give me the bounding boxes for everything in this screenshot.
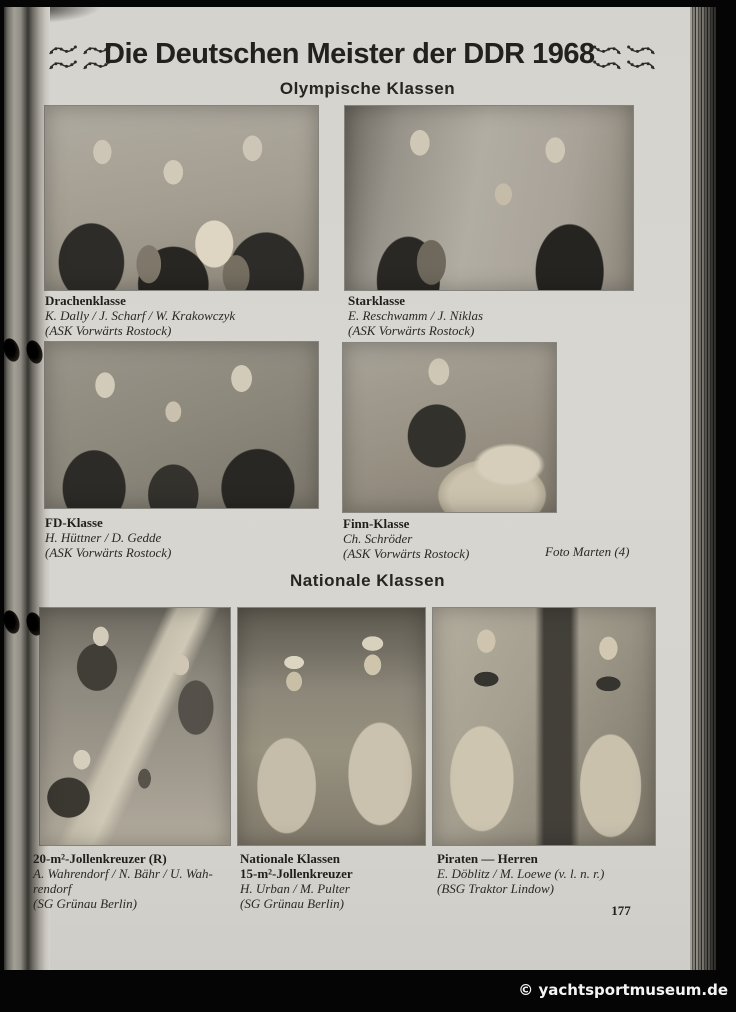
club-name: (ASK Vorwärts Rostock) [45,545,172,560]
floral-sprig-icon [626,44,656,57]
section-heading-olympic: Olympische Klassen [279,79,456,98]
floral-sprig-icon [48,44,78,57]
caption-piraten-herren [437,851,662,896]
photo-fd-klasse [45,342,318,508]
photo-15m-jollenkreuzer [238,608,425,845]
caption-drachenklasse [45,293,337,338]
caption-15m-jollenkreuzer [240,851,430,911]
class-name: Piraten — Herren [437,851,538,866]
section-label: Nationale Klassen [240,851,341,866]
floral-sprig-icon [592,59,622,72]
page-number: 177 [611,903,631,918]
crew-names-continued: rendorf [33,881,72,896]
floral-ornament-left [48,44,112,72]
page-stack-edge [690,7,716,970]
class-name: Finn-Klasse [343,516,410,531]
photo-starklasse [345,106,633,290]
caption-starklasse [348,293,640,338]
watermark: © yachtsportmuseum.de [518,981,728,999]
club-name: (BSG Traktor Lindow) [437,881,555,896]
club-name: (ASK Vorwärts Rostock) [45,323,172,338]
class-name: 15-m²-Jollenkreuzer [240,866,353,881]
class-name: Drachenklasse [45,293,126,308]
crew-names: A. Wahrendorf / N. Bähr / U. Wah- [33,866,213,881]
photo-credit: Foto Marten (4) [545,544,630,559]
floral-sprig-icon [592,44,622,57]
photo-drachenklasse [45,106,318,290]
photo-finn-klasse [343,343,556,512]
caption-20m-jollenkreuzer [33,851,233,911]
caption-finn-klasse [343,516,543,561]
club-name: (SG Grünau Berlin) [240,896,344,911]
class-name: FD-Klasse [45,515,103,530]
crew-names: H. Urban / M. Pulter [240,881,350,896]
crew-names: Ch. Schröder [343,531,413,546]
caption-fd-klasse [45,515,337,560]
photo-20m-jollenkreuzer [40,608,230,845]
crew-names: H. Hüttner / D. Gedde [45,530,162,545]
club-name: (ASK Vorwärts Rostock) [348,323,475,338]
class-name: 20-m²-Jollenkreuzer (R) [33,851,167,866]
class-name: Starklasse [348,293,406,308]
photo-piraten-herren [433,608,655,845]
section-heading-national: Nationale Klassen [290,571,445,590]
floral-ornament-right [592,44,656,72]
floral-sprig-icon [626,59,656,72]
crew-names: E. Reschwamm / J. Niklas [348,308,484,323]
club-name: (ASK Vorwärts Rostock) [343,546,470,561]
crew-names: K. Dally / J. Scharf / W. Krakowczyk [45,308,236,323]
club-name: (SG Grünau Berlin) [33,896,137,911]
page-title: Die Deutschen Meister der DDR 1968 [104,38,595,70]
floral-sprig-icon [48,59,78,72]
crew-names: E. Döblitz / M. Loewe (v. l. n. r.) [437,866,605,881]
